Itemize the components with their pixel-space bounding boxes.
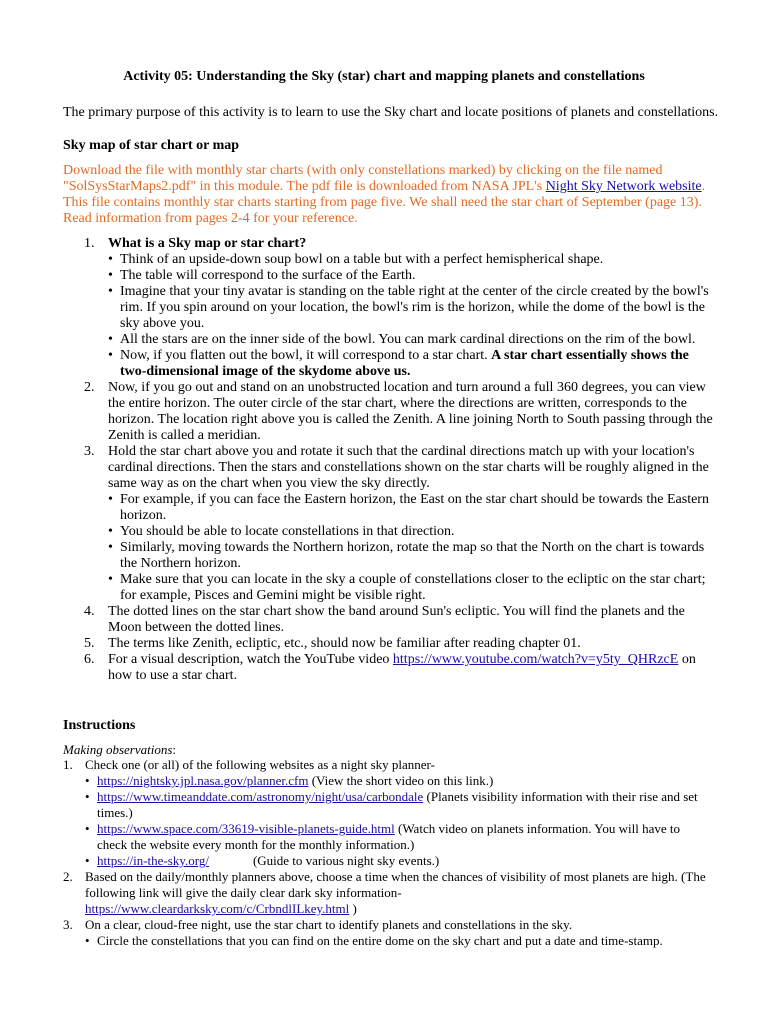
bullet-item xyxy=(108,348,713,380)
link-item xyxy=(85,773,713,789)
item-number: 1. xyxy=(84,236,95,251)
making-observations-label xyxy=(63,742,176,758)
download-text-1: Download the file with monthly star charts (with only constellations marked) by clicking on the file named "SolSysStarMaps2.pdf" in this module. The pdf file is downloaded from NASA JPL's xyxy=(63,163,663,194)
bullet-list xyxy=(85,933,713,949)
bullet-item: • All the stars are on the inner side of the bowl. You can mark cardinal directions on the rim of the bowl. xyxy=(108,332,713,348)
bullet-item: • You should be able to locate constellations in that direction. xyxy=(108,524,713,540)
bullet-item: • Imagine that your tiny avatar is standing on the table right at the center of the circle created by the bowl's rim. If you spin around on your location, the bowl's rim is the horizon, while the dome of the bowl is the sky above you. xyxy=(108,284,713,332)
link-item xyxy=(85,853,713,869)
link-list xyxy=(85,773,713,869)
item-text: The terms like Zenith, ecliptic, etc., should now be familiar after reading chapter 01. xyxy=(108,636,581,651)
bullet-item: • Similarly, moving towards the Northern horizon, rotate the map so that the North on the chart is towards the Northern horizon. xyxy=(108,540,713,572)
instructions-heading: Instructions xyxy=(63,718,136,733)
page-title: Activity 05: Understanding the Sky (star) chart and mapping planets and constellations xyxy=(123,69,645,84)
in-the-sky-link[interactable]: https://in-the-sky.org/ xyxy=(97,853,209,868)
bullet-item: • Think of an upside-down soup bowl on a table but with a perfect hemispherical shape. xyxy=(108,252,713,268)
list-item xyxy=(63,236,713,380)
item-number: 6. xyxy=(84,652,95,667)
youtube-link[interactable]: https://www.youtube.com/watch?v=y5ty_QHRzcE xyxy=(392,652,679,667)
item-text: ) xyxy=(349,901,357,916)
list-item xyxy=(63,917,713,949)
bullet-item: • Circle the constellations that you can find on the entire dome on the sky chart and put a date and time-stamp. xyxy=(85,933,713,949)
list-item xyxy=(63,757,713,869)
list-item xyxy=(63,636,713,652)
item-text: Now, if you go out and stand on an unobstructed location and turn around a full 360 degrees, you can view the entire horizon. The outer circle of the star chart, where the directions are written, corresponds to the horizon. The location right above you is called the Zenith. A line joining North to South passing through the Zenith is called a meridian. xyxy=(108,380,713,443)
bullet-item: • The table will correspond to the surface of the Earth. xyxy=(108,268,713,284)
list-item xyxy=(63,604,713,636)
item-number: 2. xyxy=(63,869,73,884)
bullet-text: Now, if you flatten out the bowl, it will correspond to a star chart. xyxy=(120,348,492,363)
making-observations-text: Making observations xyxy=(63,742,173,757)
link-item xyxy=(85,821,713,853)
nasa-planner-link[interactable]: https://nightsky.jpl.nasa.gov/planner.cfm xyxy=(97,773,309,788)
item-text: For a visual description, watch the YouTube video xyxy=(108,652,393,667)
item-number: 3. xyxy=(84,444,95,459)
item-text: On a clear, cloud-free night, use the star chart to identify planets and constellations in the sky. xyxy=(85,917,573,932)
bullet-item: • For example, if you can face the Eastern horizon, the East on the star chart should be towards the Eastern horizon. xyxy=(108,492,713,524)
item-text: Check one (or all) of the following websites as a night sky planner- xyxy=(85,757,435,772)
instructions-list xyxy=(63,757,713,949)
item-number: 2. xyxy=(84,380,95,395)
item-heading: What is a Sky map or star chart? xyxy=(108,236,307,251)
item-text: Based on the daily/monthly planners above, choose a time when the chances of visibility of most planets are high. (The following link will give the daily clear dark sky information- xyxy=(85,869,706,900)
item-text: The dotted lines on the star chart show the band around Sun's ecliptic. You will find the planets and the Moon between the dotted lines. xyxy=(108,604,685,635)
skymap-list xyxy=(63,236,713,684)
item-number: 4. xyxy=(84,604,95,619)
item-text: Hold the star chart above you and rotate it such that the cardinal directions match up with your location's cardinal directions. Then the stars and constellations shown on the star charts will be roughly aligned in the same way as on the chart when you view the sky directly. xyxy=(108,444,709,491)
list-item xyxy=(63,652,713,684)
list-item xyxy=(63,444,713,604)
link-note: (View the short video on this link.) xyxy=(308,773,494,788)
item-text: on how to use a star chart. xyxy=(108,652,696,683)
list-item xyxy=(63,869,713,917)
bullet-item: • Make sure that you can locate in the sky a couple of constellations closer to the ecliptic on the star chart; for example, Pisces and Gemini might be visible right. xyxy=(108,572,713,604)
night-sky-network-link[interactable]: Night Sky Network website xyxy=(545,179,702,194)
link-note: (Watch video on planets information. You will have to check the website every month for the monthly information.) xyxy=(97,821,681,852)
item-number: 1. xyxy=(63,757,73,772)
download-paragraph xyxy=(63,163,713,227)
list-item xyxy=(63,380,713,444)
skymap-heading: Sky map of star chart or map xyxy=(63,138,240,153)
cleardarksky-link[interactable]: https://www.cleardarksky.com/c/CrbndlILkey.html xyxy=(85,901,350,916)
link-note: (Guide to various night sky events.) xyxy=(252,853,440,868)
making-observations-colon: : xyxy=(172,742,177,757)
bullet-bold-text: A star chart essentially shows the two-dimensional image of the skydome above us. xyxy=(120,348,689,379)
link-note: (Planets visibility information with their rise and set times.) xyxy=(97,789,698,820)
bullet-list xyxy=(108,492,713,604)
link-item xyxy=(85,789,713,821)
item-number: 3. xyxy=(63,917,73,932)
purpose-paragraph: The primary purpose of this activity is to learn to use the Sky chart and locate positions of planets and constellations. xyxy=(63,105,719,120)
download-text-2: . This file contains monthly star charts starting from page five. We shall need the star chart of September (page 13). Read information from pages 2-4 for your reference. xyxy=(63,179,706,226)
item-number: 5. xyxy=(84,636,95,651)
space-com-link[interactable]: https://www.space.com/33619-visible-planets-guide.html xyxy=(97,821,395,836)
bullet-list xyxy=(108,252,713,380)
timeanddate-link[interactable]: https://www.timeanddate.com/astronomy/night/usa/carbondale xyxy=(97,789,424,804)
